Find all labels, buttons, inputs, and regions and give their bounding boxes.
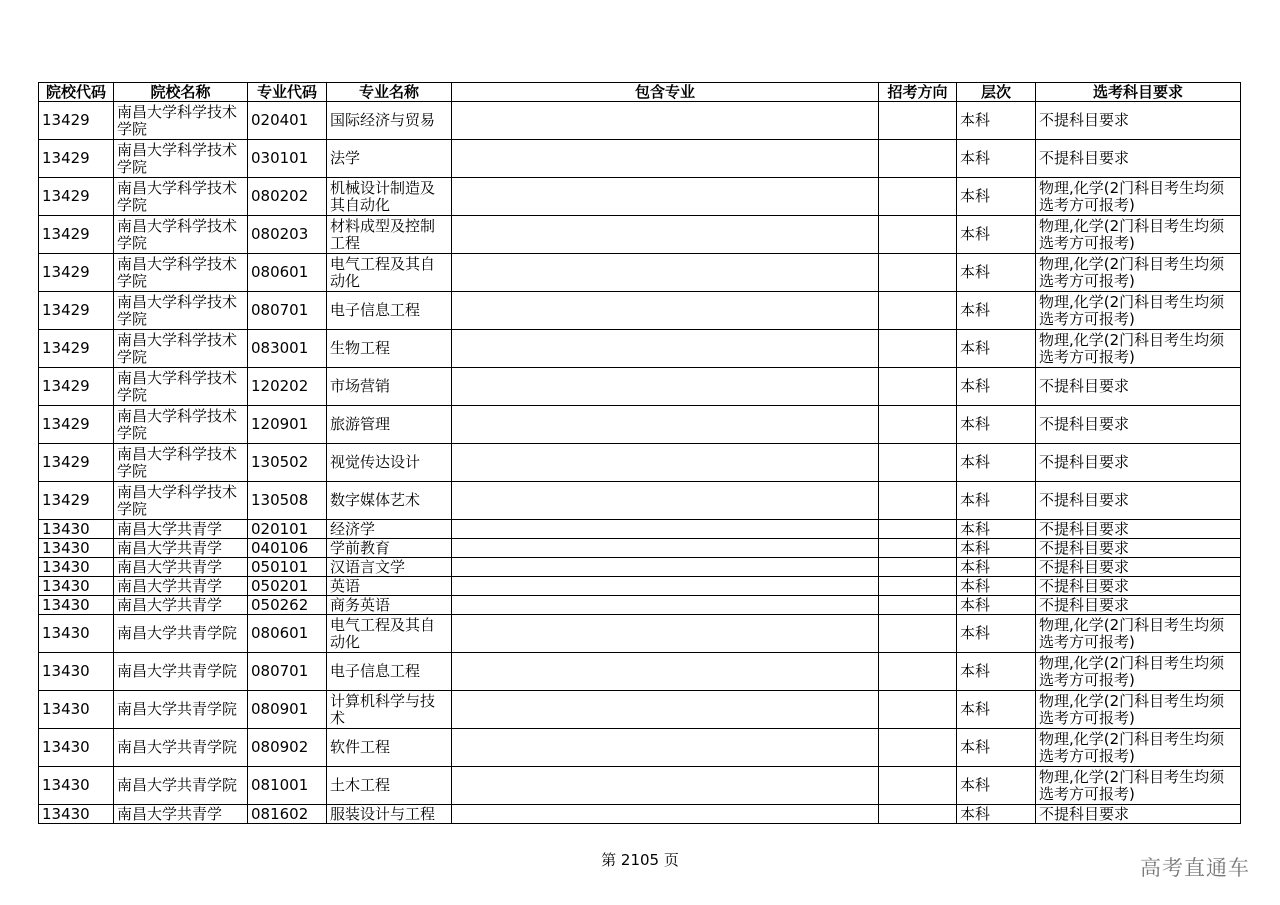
- cell-level: 本科: [957, 254, 1036, 292]
- cell-level: 本科: [957, 216, 1036, 254]
- cell-major-code: 080601: [248, 615, 327, 653]
- cell-school-code: 13430: [39, 577, 114, 596]
- cell-direction: [879, 254, 957, 292]
- cell-major-code: 130508: [248, 482, 327, 520]
- cell-direction: [879, 292, 957, 330]
- cell-direction: [879, 178, 957, 216]
- cell-school-code: 13430: [39, 653, 114, 691]
- col-header-major-name: 专业名称: [327, 83, 452, 102]
- cell-subject-requirement: 物理,化学(2门科目考生均须选考方可报考): [1036, 178, 1241, 216]
- cell-major-name: 法学: [327, 140, 452, 178]
- cell-level: 本科: [957, 292, 1036, 330]
- cell-school-name: 南昌大学共青学院: [114, 767, 248, 805]
- cell-subject-requirement: 不提科目要求: [1036, 444, 1241, 482]
- cell-school-name: 南昌大学共青学: [114, 520, 248, 539]
- cell-school-name: 南昌大学科学技术学院: [114, 482, 248, 520]
- cell-included-majors: [452, 767, 879, 805]
- col-header-level: 层次: [957, 83, 1036, 102]
- table-row: [39, 292, 1241, 330]
- cell-direction: [879, 406, 957, 444]
- cell-major-name: 商务英语: [327, 596, 452, 615]
- cell-direction: [879, 691, 957, 729]
- cell-school-name: 南昌大学科学技术学院: [114, 292, 248, 330]
- cell-level: 本科: [957, 444, 1036, 482]
- cell-major-name: 生物工程: [327, 330, 452, 368]
- cell-direction: [879, 520, 957, 539]
- cell-included-majors: [452, 140, 879, 178]
- cell-major-code: 080203: [248, 216, 327, 254]
- cell-included-majors: [452, 102, 879, 140]
- table-row: [39, 539, 1241, 558]
- cell-school-code: 13429: [39, 368, 114, 406]
- cell-included-majors: [452, 178, 879, 216]
- cell-major-code: 083001: [248, 330, 327, 368]
- cell-level: 本科: [957, 691, 1036, 729]
- cell-included-majors: [452, 482, 879, 520]
- table-body: [39, 102, 1241, 824]
- cell-school-code: 13429: [39, 102, 114, 140]
- cell-subject-requirement: 物理,化学(2门科目考生均须选考方可报考): [1036, 254, 1241, 292]
- cell-included-majors: [452, 368, 879, 406]
- cell-major-code: 050201: [248, 577, 327, 596]
- table-row: [39, 216, 1241, 254]
- col-header-school-code: 院校代码: [39, 83, 114, 102]
- cell-major-name: 服装设计与工程: [327, 805, 452, 824]
- cell-major-name: 英语: [327, 577, 452, 596]
- cell-major-name: 国际经济与贸易: [327, 102, 452, 140]
- cell-included-majors: [452, 520, 879, 539]
- cell-direction: [879, 577, 957, 596]
- cell-included-majors: [452, 330, 879, 368]
- cell-major-code: 030101: [248, 140, 327, 178]
- cell-included-majors: [452, 577, 879, 596]
- cell-major-code: 050101: [248, 558, 327, 577]
- cell-school-code: 13429: [39, 216, 114, 254]
- table-row: [39, 444, 1241, 482]
- cell-subject-requirement: 不提科目要求: [1036, 520, 1241, 539]
- cell-school-name: 南昌大学科学技术学院: [114, 406, 248, 444]
- cell-level: 本科: [957, 178, 1036, 216]
- col-header-direction: 招考方向: [879, 83, 957, 102]
- cell-major-code: 080902: [248, 729, 327, 767]
- cell-major-code: 080202: [248, 178, 327, 216]
- cell-school-name: 南昌大学共青学: [114, 558, 248, 577]
- cell-major-code: 130502: [248, 444, 327, 482]
- table-row: [39, 406, 1241, 444]
- table-row: [39, 691, 1241, 729]
- cell-school-name: 南昌大学共青学院: [114, 653, 248, 691]
- cell-school-name: 南昌大学科学技术学院: [114, 140, 248, 178]
- col-header-major-code: 专业代码: [248, 83, 327, 102]
- cell-major-name: 机械设计制造及其自动化: [327, 178, 452, 216]
- cell-level: 本科: [957, 577, 1036, 596]
- table-row: [39, 805, 1241, 824]
- table-row: [39, 368, 1241, 406]
- cell-level: 本科: [957, 102, 1036, 140]
- cell-school-name: 南昌大学科学技术学院: [114, 216, 248, 254]
- cell-subject-requirement: 不提科目要求: [1036, 805, 1241, 824]
- cell-major-code: 020101: [248, 520, 327, 539]
- admissions-table: [38, 82, 1241, 824]
- cell-included-majors: [452, 615, 879, 653]
- cell-school-code: 13429: [39, 406, 114, 444]
- cell-major-code: 020401: [248, 102, 327, 140]
- cell-major-code: 080701: [248, 292, 327, 330]
- cell-subject-requirement: 物理,化学(2门科目考生均须选考方可报考): [1036, 330, 1241, 368]
- cell-level: 本科: [957, 539, 1036, 558]
- cell-major-name: 计算机科学与技术: [327, 691, 452, 729]
- cell-major-name: 旅游管理: [327, 406, 452, 444]
- cell-school-code: 13430: [39, 767, 114, 805]
- cell-subject-requirement: 物理,化学(2门科目考生均须选考方可报考): [1036, 615, 1241, 653]
- cell-included-majors: [452, 444, 879, 482]
- cell-subject-requirement: 不提科目要求: [1036, 102, 1241, 140]
- cell-subject-requirement: 不提科目要求: [1036, 406, 1241, 444]
- table-row: [39, 140, 1241, 178]
- cell-direction: [879, 216, 957, 254]
- cell-major-name: 数字媒体艺术: [327, 482, 452, 520]
- cell-major-code: 080701: [248, 653, 327, 691]
- cell-major-name: 市场营销: [327, 368, 452, 406]
- table-row: [39, 254, 1241, 292]
- cell-major-code: 120202: [248, 368, 327, 406]
- cell-major-name: 电气工程及其自动化: [327, 615, 452, 653]
- cell-major-name: 电子信息工程: [327, 292, 452, 330]
- cell-major-name: 汉语言文学: [327, 558, 452, 577]
- table-row: [39, 729, 1241, 767]
- cell-school-name: 南昌大学共青学: [114, 596, 248, 615]
- cell-subject-requirement: 不提科目要求: [1036, 596, 1241, 615]
- cell-school-name: 南昌大学共青学院: [114, 729, 248, 767]
- cell-direction: [879, 653, 957, 691]
- cell-school-code: 13430: [39, 805, 114, 824]
- table-row: [39, 596, 1241, 615]
- cell-subject-requirement: 不提科目要求: [1036, 140, 1241, 178]
- cell-major-code: 080901: [248, 691, 327, 729]
- cell-included-majors: [452, 691, 879, 729]
- cell-subject-requirement: 物理,化学(2门科目考生均须选考方可报考): [1036, 767, 1241, 805]
- cell-subject-requirement: 不提科目要求: [1036, 482, 1241, 520]
- cell-included-majors: [452, 216, 879, 254]
- cell-major-code: 081602: [248, 805, 327, 824]
- cell-subject-requirement: 不提科目要求: [1036, 558, 1241, 577]
- cell-direction: [879, 102, 957, 140]
- page-number: 第 2105 页: [601, 851, 679, 869]
- cell-direction: [879, 330, 957, 368]
- cell-direction: [879, 444, 957, 482]
- cell-direction: [879, 482, 957, 520]
- cell-major-code: 080601: [248, 254, 327, 292]
- cell-school-code: 13429: [39, 292, 114, 330]
- table-row: [39, 653, 1241, 691]
- col-header-school-name: 院校名称: [114, 83, 248, 102]
- table-row: [39, 767, 1241, 805]
- cell-school-name: 南昌大学科学技术学院: [114, 368, 248, 406]
- watermark-text: 高考直通车: [1140, 856, 1250, 880]
- table-row: [39, 520, 1241, 539]
- cell-major-name: 视觉传达设计: [327, 444, 452, 482]
- cell-major-name: 土木工程: [327, 767, 452, 805]
- cell-included-majors: [452, 292, 879, 330]
- cell-subject-requirement: 不提科目要求: [1036, 539, 1241, 558]
- table-row: [39, 615, 1241, 653]
- cell-subject-requirement: 物理,化学(2门科目考生均须选考方可报考): [1036, 292, 1241, 330]
- cell-school-name: 南昌大学科学技术学院: [114, 178, 248, 216]
- cell-school-code: 13429: [39, 330, 114, 368]
- cell-school-name: 南昌大学科学技术学院: [114, 254, 248, 292]
- cell-subject-requirement: 物理,化学(2门科目考生均须选考方可报考): [1036, 216, 1241, 254]
- cell-major-name: 电子信息工程: [327, 653, 452, 691]
- cell-school-code: 13430: [39, 539, 114, 558]
- table-row: [39, 178, 1241, 216]
- cell-included-majors: [452, 254, 879, 292]
- cell-major-code: 040106: [248, 539, 327, 558]
- cell-direction: [879, 767, 957, 805]
- cell-level: 本科: [957, 520, 1036, 539]
- cell-included-majors: [452, 729, 879, 767]
- cell-subject-requirement: 物理,化学(2门科目考生均须选考方可报考): [1036, 729, 1241, 767]
- cell-direction: [879, 729, 957, 767]
- cell-school-code: 13430: [39, 520, 114, 539]
- table-header-row: [39, 83, 1241, 102]
- cell-major-name: 材料成型及控制工程: [327, 216, 452, 254]
- cell-subject-requirement: 物理,化学(2门科目考生均须选考方可报考): [1036, 691, 1241, 729]
- col-header-subject-requirement: 选考科目要求: [1036, 83, 1241, 102]
- cell-included-majors: [452, 805, 879, 824]
- cell-school-code: 13429: [39, 254, 114, 292]
- col-header-included-majors: 包含专业: [452, 83, 879, 102]
- cell-included-majors: [452, 406, 879, 444]
- cell-school-code: 13429: [39, 140, 114, 178]
- cell-level: 本科: [957, 406, 1036, 444]
- cell-level: 本科: [957, 558, 1036, 577]
- cell-subject-requirement: 不提科目要求: [1036, 577, 1241, 596]
- cell-direction: [879, 140, 957, 178]
- cell-major-name: 电气工程及其自动化: [327, 254, 452, 292]
- cell-school-code: 13429: [39, 178, 114, 216]
- cell-school-name: 南昌大学共青学: [114, 805, 248, 824]
- cell-level: 本科: [957, 596, 1036, 615]
- cell-major-code: 050262: [248, 596, 327, 615]
- cell-level: 本科: [957, 140, 1036, 178]
- cell-direction: [879, 596, 957, 615]
- cell-included-majors: [452, 539, 879, 558]
- cell-level: 本科: [957, 368, 1036, 406]
- cell-school-name: 南昌大学共青学: [114, 577, 248, 596]
- cell-school-name: 南昌大学科学技术学院: [114, 444, 248, 482]
- cell-school-code: 13430: [39, 729, 114, 767]
- cell-level: 本科: [957, 615, 1036, 653]
- cell-direction: [879, 615, 957, 653]
- cell-level: 本科: [957, 482, 1036, 520]
- cell-school-code: 13430: [39, 596, 114, 615]
- cell-school-code: 13430: [39, 558, 114, 577]
- cell-direction: [879, 368, 957, 406]
- cell-school-code: 13430: [39, 691, 114, 729]
- cell-included-majors: [452, 596, 879, 615]
- cell-level: 本科: [957, 330, 1036, 368]
- cell-major-code: 120901: [248, 406, 327, 444]
- table-row: [39, 558, 1241, 577]
- table-row: [39, 482, 1241, 520]
- cell-included-majors: [452, 653, 879, 691]
- cell-school-name: 南昌大学科学技术学院: [114, 330, 248, 368]
- cell-major-name: 经济学: [327, 520, 452, 539]
- cell-major-name: 学前教育: [327, 539, 452, 558]
- cell-subject-requirement: 不提科目要求: [1036, 368, 1241, 406]
- cell-school-code: 13430: [39, 615, 114, 653]
- cell-direction: [879, 805, 957, 824]
- cell-level: 本科: [957, 767, 1036, 805]
- cell-level: 本科: [957, 729, 1036, 767]
- cell-school-code: 13429: [39, 444, 114, 482]
- cell-major-code: 081001: [248, 767, 327, 805]
- table-row: [39, 102, 1241, 140]
- cell-major-name: 软件工程: [327, 729, 452, 767]
- table-row: [39, 577, 1241, 596]
- cell-level: 本科: [957, 805, 1036, 824]
- cell-subject-requirement: 物理,化学(2门科目考生均须选考方可报考): [1036, 653, 1241, 691]
- table-row: [39, 330, 1241, 368]
- cell-direction: [879, 539, 957, 558]
- cell-school-code: 13429: [39, 482, 114, 520]
- cell-included-majors: [452, 558, 879, 577]
- cell-school-name: 南昌大学共青学院: [114, 691, 248, 729]
- cell-school-name: 南昌大学共青学: [114, 539, 248, 558]
- cell-direction: [879, 558, 957, 577]
- cell-level: 本科: [957, 653, 1036, 691]
- cell-school-name: 南昌大学科学技术学院: [114, 102, 248, 140]
- cell-school-name: 南昌大学共青学院: [114, 615, 248, 653]
